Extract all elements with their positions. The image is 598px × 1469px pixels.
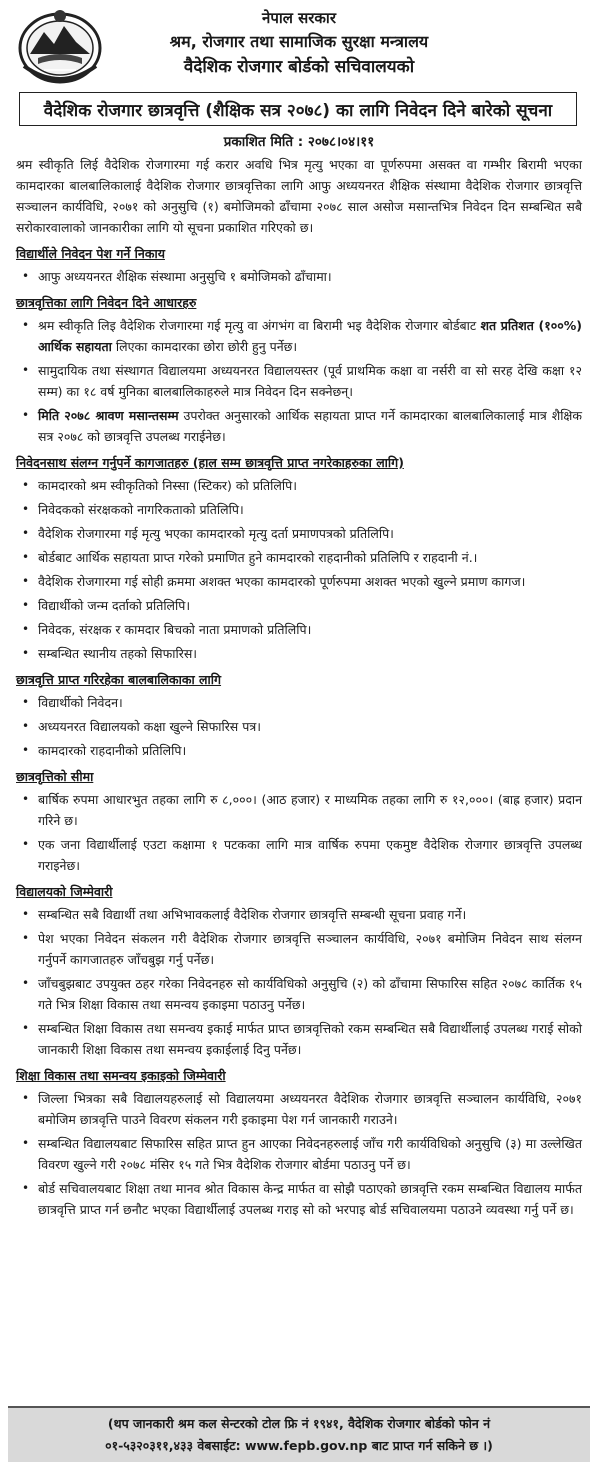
footer-contact [8,1406,590,1462]
list-item [16,789,582,831]
list-item-text: सम्बन्धित स्थानीय तहको सिफारिस। [38,646,198,661]
section-heading: निवेदनसाथ संलग्न गर्नुपर्ने कागजातहरु (हाल सम्म छात्रवृत्ति प्राप्त नगरेकाहरुका लागि) [16,455,404,470]
bullet-icon: • [22,598,30,612]
bullet-icon: • [22,478,30,492]
list-item-text: सम्बन्धित सबै विद्यार्थी तथा अभिभावकलाई वैदेशिक रोजगार छात्रवृत्ति सम्बन्धी सूचना प्रवाह गर्ने। [38,907,467,922]
list-item [16,1178,582,1220]
section-list [16,692,582,761]
list-item-text: बार्षिक रुपमा आधारभुत तहका लागि रु ८,०००। (आठ हजार) र माध्यमिक तहका लागि रु १२,०००। (बाह्र हजार) प्रदान गरिने छ। [38,792,583,828]
bullet-icon: • [22,976,30,990]
list-item-text: सम्बन्धित विद्यालयबाट सिफारिस सहित प्राप्त हुन आएका निवेदनहरुलाई जाँच गरी कार्यविधिको अनुसुचि (३) मा उल्लेखित विवरण खुल्ने गरी २०७८ मंसिर १५ गते भित्र वैदेशिक रोजगार बोर्डमा पठाउनु पर्ने छ। [38,1136,582,1172]
bullet-icon: • [22,622,30,636]
list-item-text: विद्यार्थीको जन्म दर्ताको प्रतिलिपि। [38,598,191,613]
list-item [16,475,582,496]
section-list [16,789,582,876]
sections-container [16,244,582,1220]
intro-paragraph: श्रम स्वीकृति लिई वैदेशिक रोजगारमा गई करार अवधि भित्र मृत्यु भएका वा पूर्णरुपमा असक्त वा गम्भीर बिरामी भएका कामदारका बालबालिकालाई वैदेशिक रोजगार छात्रवृत्तिका लागि आफु अध्ययनरत शैक्षिक संस्थामा वैदेशिक रोजगार छात्रवृत्ति सञ्चालन कार्यविधि, २०७१ को अनुसुचि (१) बमोजिमको ढाँचामा २०७८ साल असोज मसान्तभित्र निवेदन दिन सम्बन्धित सबै सरोकारवालाको जानकारीका लागि यो सूचना प्रकाशित गरिएको छ। [16,157,582,235]
list-item [16,973,582,1015]
list-item [16,643,582,664]
section-list [16,266,582,287]
list-item [16,1018,582,1060]
bullet-icon: • [22,792,30,806]
publish-date: प्रकाशित मिति : २०७८।०४।११ [223,134,375,150]
list-item [16,1088,582,1130]
section-heading: छात्रवृत्तिका लागि निवेदन दिने आधारहरु [16,295,197,310]
bullet-icon: • [22,695,30,709]
list-item [16,360,582,402]
bullet-icon: • [22,719,30,733]
bullet-icon: • [22,526,30,540]
notice-body [16,154,582,1223]
bullet-icon: • [22,318,30,332]
bullet-icon: • [22,550,30,564]
list-item [16,716,582,737]
list-item [16,904,582,925]
list-item [16,266,582,287]
section-heading: छात्रवृत्ति प्राप्त गरिरहेका बालबालिकाका लागि [16,672,222,687]
bullet-icon: • [22,931,30,945]
list-item-text: जाँचबुझबाट उपयुक्त ठहर गरेका निवेदनहरु सो कार्यविधिको अनुसुचि (२) को ढाँचामा सिफारिस सहित २०७८ कार्तिक १५ गते भित्र शिक्षा विकास तथा समन्वय इकाइमा पठाउनु पर्नेछ। [38,976,582,1012]
list-item-text: वैदेशिक रोजगारमा गई सोही क्रममा अशक्त भएका कामदारको पूर्णरुपमा अशक्त भएको खुल्ने प्रमाण कागज। [38,574,526,589]
list-item [16,405,582,447]
notice-title: वैदेशिक रोजगार छात्रवृत्ति (शैक्षिक सत्र २०७८) का लागि निवेदन दिने बारेको सूचना [19,92,577,126]
bullet-icon: • [22,907,30,921]
list-item [16,928,582,970]
list-item-text: निवेदकको संरक्षकको नागरिकताको प्रतिलिपि। [38,502,244,517]
list-item-text: आफु अध्ययनरत शैक्षिक संस्थामा अनुसुचि १ बमोजिमको ढाँचामा। [38,269,332,284]
secretariat-name: वैदेशिक रोजगार बोर्डको सचिवालयको [183,57,415,77]
list-item-text: कामदारको राहदानीको प्रतिलिपि। [38,743,187,758]
list-item [16,692,582,713]
list-item-text: बोर्डबाट आर्थिक सहायता प्राप्त गरेको प्रमाणित हुने कामदारको राहदानीको प्रतिलिपि र राहदानी नं.। [38,550,478,565]
section-heading: छात्रवृत्तिको सीमा [16,769,94,784]
bullet-icon: • [22,269,30,283]
bullet-icon: • [22,408,30,422]
list-item [16,595,582,616]
list-item [16,499,582,520]
section-list [16,904,582,1060]
list-item-text: बोर्ड सचिवालयबाट शिक्षा तथा मानव श्रोत विकास केन्द्र मार्फत वा सोझै पठाएको छात्रवृत्ति रकम सम्बन्धित विद्यालय मार्फत छात्रवृत्ति प्राप्त गर्न छनौट भएका विद्यार्थीलाई उपलब्ध गराइ सो को भरपाइ बोर्ड सचिवालयमा पठाउने व्यवस्था गर्नु पर्ने छ। [38,1181,582,1217]
list-item [16,1133,582,1175]
list-item [16,571,582,592]
bullet-icon: • [22,1091,30,1105]
list-item [16,547,582,568]
list-item-text: सामुदायिक तथा संस्थागत विद्यालयमा अध्ययनरत विद्यालयस्तर (पूर्व प्राथमिक कक्षा वा नर्सरी वा सो सरह देखि कक्षा १२ सम्म) का १८ वर्ष मुनिका बालबालिकाहरुले मात्र निवेदन दिन सक्नेछन्। [38,363,582,399]
section-list [16,475,582,664]
list-item-text: श्रम स्वीकृति लिइ वैदेशिक रोजगारमा गई मृत्यु वा अंगभंग वा बिरामी भइ वैदेशिक रोजगार बोर्डबाट शत प्रतिशत (१००%) आर्थिक सहायता लिएका कामदारका छोरा छोरी हुनु पर्नेछ। [38,318,582,354]
list-item-text: विद्यार्थीको निवेदन। [38,695,123,710]
bullet-icon: • [22,1136,30,1150]
bullet-icon: • [22,646,30,660]
footer-line-1: (थप जानकारी श्रम कल सेन्टरको टोल फ्रि नं १९४१, वैदेशिक रोजगार बोर्डको फोन नं [107,1416,491,1431]
list-item-text: मिति २०७८ श्रावण मसान्तसम्म उपरोक्त अनुसारको आर्थिक सहायता प्राप्त गर्ने कामदारका बालबालिकालाई मात्र शैक्षिक सत्र २०७८ को छात्रवृत्ति उपलब्ध गराईनेछ। [38,408,582,444]
section-list [16,315,582,447]
gov-name: नेपाल सरकार [262,9,336,27]
section-heading: विद्यार्थीले निवेदन पेश गर्ने निकाय [16,246,165,261]
bullet-icon: • [22,1181,30,1195]
list-item [16,834,582,876]
bullet-icon: • [22,743,30,757]
section-list [16,1088,582,1220]
list-item [16,523,582,544]
list-item-text: जिल्ला भित्रका सबै विद्यालयहरुलाई सो विद्यालयमा अध्ययनरत वैदेशिक रोजगार छात्रवृत्ति सञ्चालन कार्यविधि, २०७१ बमोजिम छात्रवृत्ति पाउने विवरण संकलन गरी इकाइमा पेश गर्न जानकारी गराउने। [38,1091,582,1127]
list-item-text: वैदेशिक रोजगारमा गई मृत्यु भएका कामदारको मृत्यु दर्ता प्रमाणपत्रको प्रतिलिपि। [38,526,394,541]
section-heading: विद्यालयको जिम्मेवारी [16,884,113,899]
list-item-text: अध्ययनरत विद्यालयको कक्षा खुल्ने सिफारिस पत्र। [38,719,261,734]
list-item [16,619,582,640]
section-heading: शिक्षा विकास तथा समन्वय इकाइको जिम्मेवारी [16,1068,226,1083]
list-item-text: एक जना विद्यार्थीलाई एउटा कक्षामा १ पटकका लागि मात्र वार्षिक रुपमा एकमुष्ट वैदेशिक रोजगार छात्रवृत्ति उपलब्ध गराइनेछ। [38,837,582,873]
list-item-text: कामदारको श्रम स्वीकृतिको निस्सा (स्टिकर) को प्रतिलिपि। [38,478,297,493]
bullet-icon: • [22,837,30,851]
ministry-name: श्रम, रोजगार तथा सामाजिक सुरक्षा मन्त्रालय [169,32,429,51]
bullet-icon: • [22,574,30,588]
list-item-text: सम्बन्धित शिक्षा विकास तथा समन्वय इकाई मार्फत प्राप्त छात्रवृत्तिको रकम सम्बन्धित सबै विद्यार्थीलाई उपलब्ध गराई सोको जानकारी शिक्षा विकास तथा समन्वय इकाईलाई दिनु पर्नेछ। [38,1021,582,1057]
footer-line-2: ०१-५३२०३११,४३३ वेबसाईट: www.fepb.gov.np बाट प्राप्त गर्न सकिने छ ।) [105,1438,493,1453]
list-item [16,315,582,357]
header [0,0,598,92]
list-item-text: निवेदक, संरक्षक र कामदार बिचको नाता प्रमाणको प्रतिलिपि। [38,622,312,637]
bullet-icon: • [22,1021,30,1035]
bullet-icon: • [22,502,30,516]
list-item-text: पेश भएका निवेदन संकलन गरी वैदेशिक रोजगार छात्रवृत्ति सञ्चालन कार्यविधि, २०७१ बमोजिम निवेदन साथ संलग्न गर्नुपर्ने कागजातहरु जाँचबुझ गर्नु पर्नेछ। [38,931,582,967]
list-item [16,740,582,761]
bullet-icon: • [22,363,30,377]
